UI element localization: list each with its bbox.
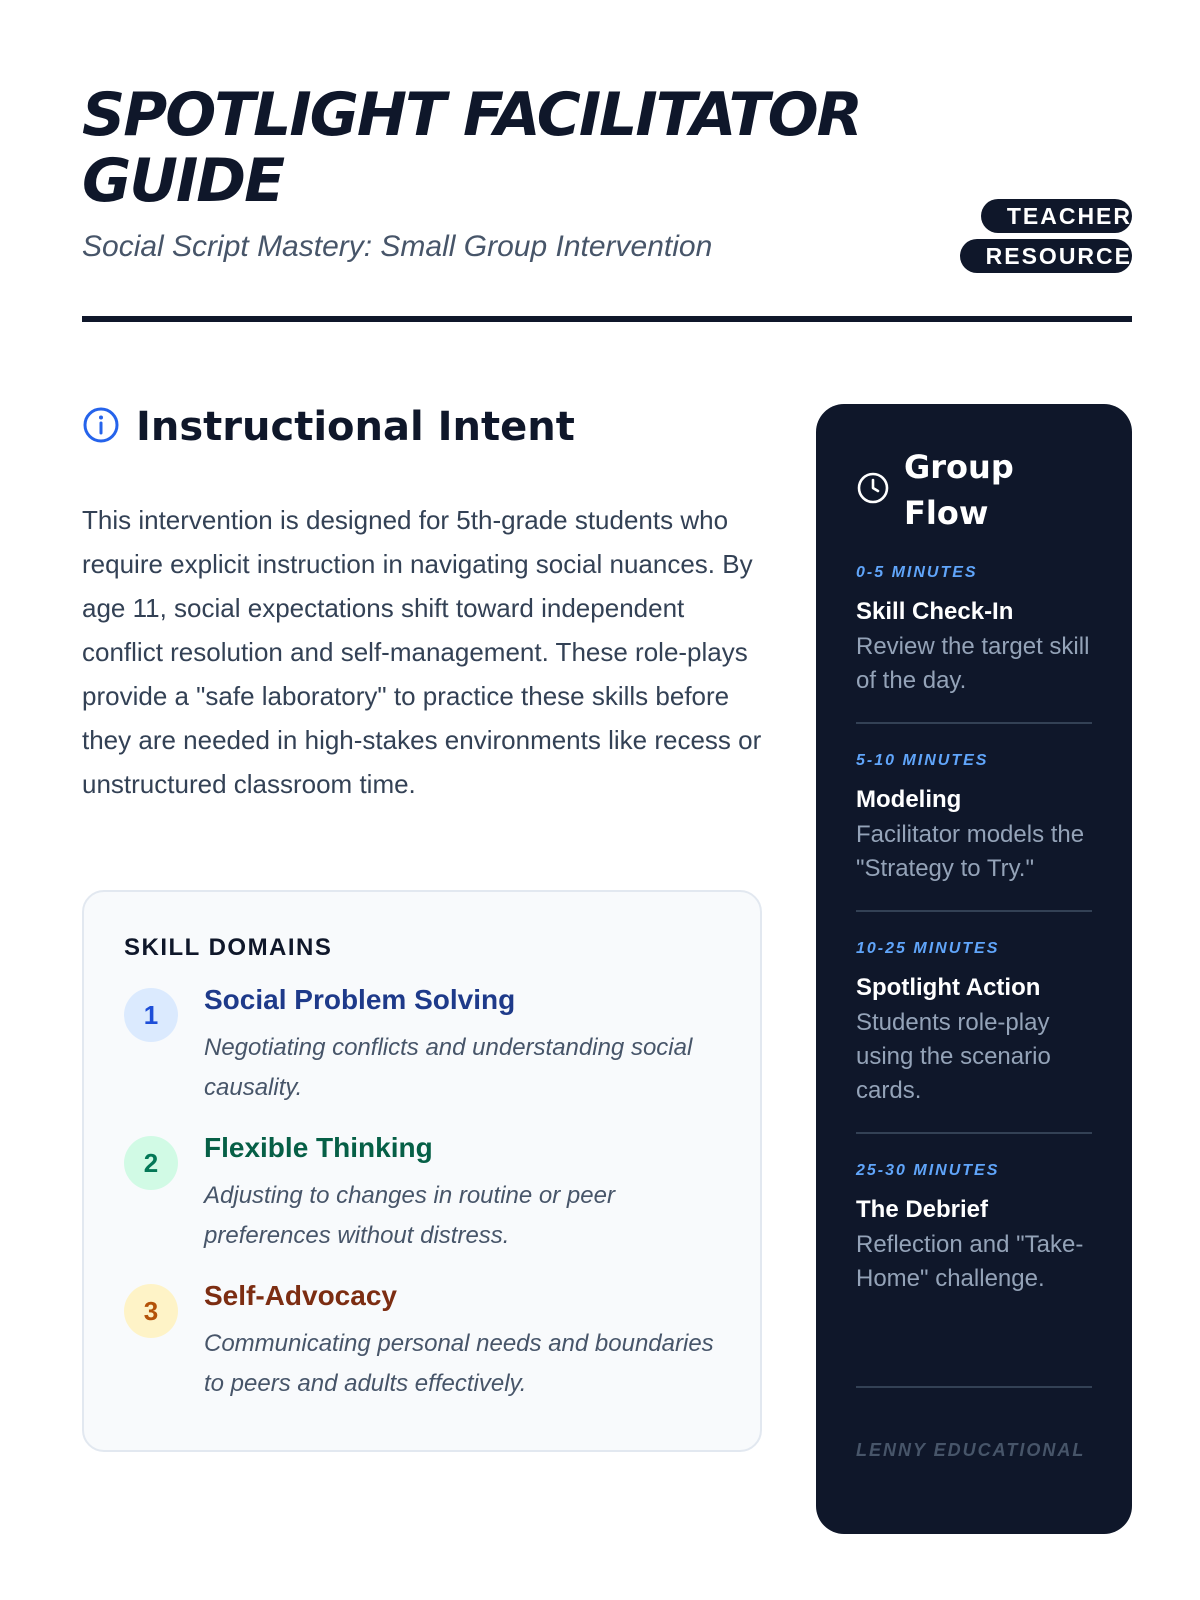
- step-name: The Debrief: [856, 1196, 989, 1223]
- domain-description: Negotiating conflicts and understanding social causality.: [204, 1034, 693, 1101]
- domain-name: Self-Advocacy: [204, 1280, 397, 1311]
- flow-step: [856, 752, 1092, 886]
- step-description: Facilitator models the "Strategy to Try.": [856, 821, 1085, 882]
- page-title: SPOTLIGHT FACILITATOR GUIDE: [82, 80, 861, 216]
- teacher-resource-badge: [959, 196, 1132, 276]
- brand-label: LENNY EDUCATIONAL: [856, 1440, 1086, 1460]
- step-time: 25-30 MINUTES: [856, 1162, 1000, 1179]
- flow-step: [856, 1162, 1092, 1296]
- step-time: 0-5 MINUTES: [856, 564, 978, 581]
- step-time: 10-25 MINUTES: [856, 940, 1000, 957]
- domain-number-badge: 3: [124, 1284, 178, 1338]
- flow-step: [856, 940, 1092, 1108]
- step-name: Spotlight Action: [856, 974, 1041, 1001]
- group-flow-heading-row: [856, 444, 1024, 536]
- domain-number-badge: 2: [124, 1136, 178, 1190]
- header-divider: [82, 316, 1132, 322]
- skill-domains-heading: SKILL DOMAINS: [124, 934, 333, 961]
- info-icon: [82, 406, 120, 449]
- step-description: Reflection and "Take-Home" challenge.: [856, 1231, 1084, 1292]
- group-flow-heading: Group Flow: [904, 448, 1014, 532]
- step-description: Review the target skill of the day.: [856, 633, 1090, 694]
- intent-heading: Instructional Intent: [136, 404, 575, 450]
- domain-number-badge: 1: [124, 988, 178, 1042]
- domain-description: Communicating personal needs and boundaries to peers and adults effectively.: [204, 1330, 714, 1397]
- flow-step: [856, 564, 1092, 698]
- clock-icon: [856, 471, 890, 510]
- skill-domains-card: [82, 890, 762, 1452]
- step-time: 5-10 MINUTES: [856, 752, 989, 769]
- domain-description: Adjusting to changes in routine or peer preferences without distress.: [204, 1182, 615, 1249]
- step-divider: [856, 722, 1092, 724]
- step-divider: [856, 1386, 1092, 1388]
- page-subtitle: Social Script Mastery: Small Group Intervention: [82, 230, 713, 263]
- intent-body: This intervention is designed for 5th-grade students who require explicit instruction in navigating social nuances. By age 11, social expectations shift toward independent conflict resolution and self-management. These role-plays provide a "safe laboratory" to practice these skills before they are needed in high-stakes environments like recess or unstructured classroom time.: [82, 505, 762, 799]
- intent-heading-row: [82, 404, 575, 450]
- domain-name: Flexible Thinking: [204, 1132, 433, 1163]
- badge-label: TEACHER RESOURCE: [960, 199, 1132, 273]
- step-description: Students role-play using the scenario cards.: [856, 1009, 1051, 1104]
- domain-name: Social Problem Solving: [204, 984, 516, 1015]
- step-divider: [856, 1132, 1092, 1134]
- group-flow-sidebar: [816, 404, 1132, 1534]
- step-name: Modeling: [856, 786, 962, 813]
- step-divider: [856, 910, 1092, 912]
- step-name: Skill Check-In: [856, 598, 1014, 625]
